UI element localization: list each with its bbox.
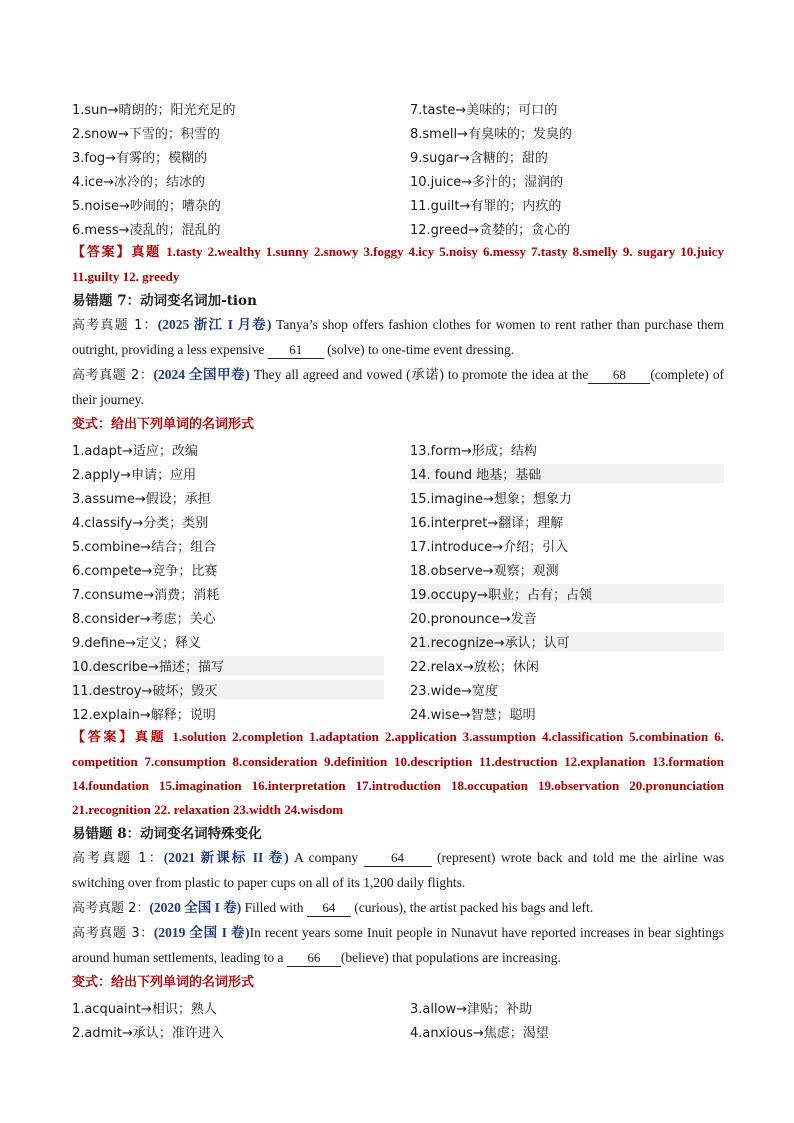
list-item: 5.combine→结合；组合: [72, 539, 217, 555]
question-label: 高考真题 1：: [72, 851, 164, 866]
section-heading: 易错题 8：动词变名词特殊变化: [72, 826, 262, 842]
question-label: 高考真题 2：: [72, 368, 154, 383]
list-item: 7.consume→消费；消耗: [72, 587, 220, 603]
adjective-list: [72, 96, 724, 240]
answer-blank: 68: [588, 367, 650, 384]
list-row: [72, 677, 724, 701]
list-item: 3.assume→假设；承担: [72, 491, 211, 507]
list-row: [72, 1019, 724, 1043]
list-row: [72, 461, 724, 485]
question-label: 高考真题 1：: [72, 318, 158, 333]
list-item: 8.consider→考虑；关心: [72, 611, 216, 627]
answer-text: 真题 1.tasty 2.wealthy 1.sunny 2.snowy 3.foggy 4.icy 5.noisy 6.messy 7.tasty 8.smelly 9. sugary 10.juicy 11.guilty 12. greedy: [72, 244, 724, 284]
list-row: [72, 581, 724, 605]
list-row: [72, 509, 724, 533]
question-source: (2025 浙江 I 月卷): [157, 317, 272, 332]
section-heading: 易错题 7：动词变名词加-tion: [72, 293, 257, 309]
answer-blank: 64: [307, 900, 351, 917]
answer-block: [72, 725, 724, 822]
question-label: 高考真题 3：: [72, 926, 154, 941]
list-item: 9.define→定义；释义: [72, 635, 201, 651]
list-item: 4.ice→冰冷的；结冰的: [72, 174, 206, 190]
list-row: [72, 168, 724, 192]
list-item: 1.adapt→适应；改编: [72, 443, 198, 459]
list-item: 1.sun→晴朗的；阳光充足的: [72, 102, 236, 118]
list-row: [72, 701, 724, 725]
question-source: (2024 全国甲卷): [153, 367, 250, 382]
list-item: 13.form→形成；结构: [410, 443, 537, 459]
question-text: (solve) to one-time event dressing.: [323, 342, 515, 357]
worksheet-page: [72, 96, 724, 1043]
question-text: (complete) of their journey.: [72, 367, 724, 407]
answer-tag: 【答案】: [72, 245, 132, 260]
list-item: 2.apply→申请；应用: [72, 467, 197, 483]
list-item: 22.relax→放松；休闲: [410, 659, 539, 675]
list-item: 10.juice→多汁的；湿润的: [410, 174, 564, 190]
exam-question: [72, 313, 724, 363]
list-item: 3.fog→有雾的；模糊的: [72, 150, 208, 166]
list-item: 4.anxious→焦虑；渴望: [410, 1025, 549, 1041]
list-item: 11.guilt→有罪的；内疚的: [410, 198, 562, 214]
list-row: [72, 485, 724, 509]
list-row: [72, 437, 724, 461]
list-item: 24.wise→智慧；聪明: [410, 707, 536, 723]
question-text: (curious), the artist packed his bags and left.: [350, 900, 594, 915]
list-item: 6.mess→凌乱的；混乱的: [72, 222, 221, 238]
list-item: 21.recognize→承认；认可: [410, 632, 724, 651]
list-item: 16.interpret→翻译；理解: [410, 515, 564, 531]
list-item: 2.admit→承认；准许进入: [72, 1025, 224, 1041]
question-text: Filled with: [241, 900, 307, 915]
question-text: In recent years some Inuit people in Nunavut have reported increases in bear sightings around human settlements, leading to a: [72, 925, 725, 965]
exam-question: [72, 846, 724, 896]
noun-list: [72, 437, 724, 725]
list-item: 23.wide→宽度: [410, 683, 499, 699]
list-item: 10.describe→描述；描写: [72, 656, 410, 675]
list-item: 4.classify→分类；类别: [72, 515, 209, 531]
noun-list: [72, 995, 724, 1043]
list-item: 18.observe→观察；观测: [410, 563, 559, 579]
list-row: [72, 533, 724, 557]
list-item: 17.introduce→介绍；引入: [410, 539, 569, 555]
list-item: 15.imagine→想象；想象力: [410, 491, 572, 507]
list-row: [72, 192, 724, 216]
list-row: [72, 120, 724, 144]
answer-block: [72, 240, 724, 289]
list-item: 14. found 地基；基础: [410, 464, 724, 483]
list-item: 8.smell→有臭味的；发臭的: [410, 126, 572, 142]
variant-heading: 变式：给出下列单词的名词形式: [72, 975, 255, 990]
list-row: [72, 605, 724, 629]
list-item: 7.taste→美味的；可口的: [410, 102, 558, 118]
list-row: [72, 96, 724, 120]
list-row: [72, 995, 724, 1019]
list-item: 9.sugar→含糖的；甜的: [410, 150, 548, 166]
list-item: 12.greed→贪婪的；贪心的: [410, 222, 571, 238]
question-label: 高考真题 2：: [72, 901, 150, 916]
question-text: They all agreed and vowed (承诺) to promote the idea at the: [249, 367, 589, 382]
answer-blank: 64: [364, 850, 432, 867]
list-item: 11.destroy→破坏；毁灭: [72, 680, 410, 699]
list-item: 20.pronounce→发音: [410, 611, 537, 627]
question-text: (believe) that populations are increasing.: [340, 950, 561, 965]
question-source: (2019 全国 I 卷): [153, 925, 250, 940]
list-item: 19.occupy→职业；占有；占领: [410, 584, 724, 603]
exam-question: [72, 363, 724, 413]
answer-text: 真题 1.solution 2.completion 1.adaptation 2.application 3.assumption 4.classification 5.combination 6. competition 7.consumption 8.consideration 9.definition 10.description 11.destruction 12.explanation 13.formation 14.foundation 15.imagination 16.interpretation 17.introduction 18.occupation 19.observation 20.pronunciation 21.recognition 22. relaxation 23.width 24.wisdom: [72, 729, 724, 817]
list-item: 12.explain→解释；说明: [72, 707, 216, 723]
exam-question: [72, 896, 724, 921]
list-row: [72, 629, 724, 653]
list-item: 5.noise→吵闹的；嘈杂的: [72, 198, 221, 214]
question-source: (2020 全国 I 卷): [149, 900, 242, 915]
list-item: 3.allow→津贴；补助: [410, 1001, 533, 1017]
list-item: 1.acquaint→相识；熟人: [72, 1001, 217, 1017]
answer-blank: 66: [287, 950, 341, 967]
answer-tag: 【答案】: [72, 730, 135, 745]
question-source: (2021 新课标 II 卷): [163, 850, 289, 865]
exam-question: [72, 921, 724, 971]
answer-blank: 61: [268, 342, 324, 359]
list-row: [72, 144, 724, 168]
question-text: A company: [288, 850, 364, 865]
list-item: 2.snow→下雪的；积雪的: [72, 126, 220, 142]
variant-heading: 变式：给出下列单词的名词形式: [72, 417, 255, 432]
list-row: [72, 653, 724, 677]
question-text: (represent) wrote back and told me the airline was switching over from plastic to paper cups on all of its 1,200 daily flights.: [72, 850, 725, 890]
list-item: 6.compete→竞争；比赛: [72, 563, 218, 579]
list-row: [72, 557, 724, 581]
question-text: Tanya’s shop offers fashion clothes for women to rent rather than purchase them outright, providing a less expensive: [72, 317, 725, 357]
list-row: [72, 216, 724, 240]
